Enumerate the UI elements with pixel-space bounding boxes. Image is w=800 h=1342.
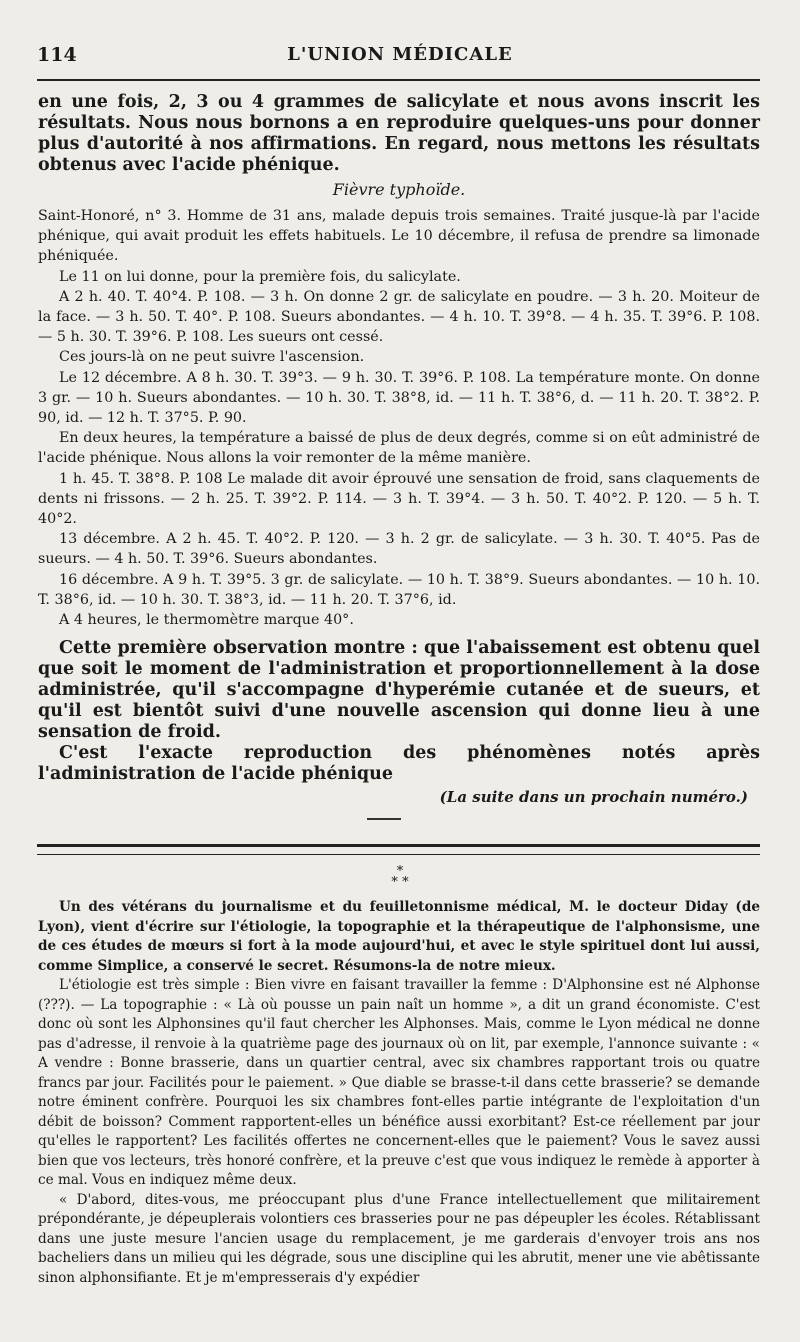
observation-paragraph: 16 décembre. A 9 h. T. 39°5. 3 gr. de salicylate. — 10 h. T. 38°9. Sueurs abondantes. — 10 h. 10. T. 38°6, id. — 10 h. 30. T. 38°3, id. — 11 h. 20. T. 37°6, id. (38, 571, 760, 608)
observation-paragraph: Le 11 on lui donne, pour la première fois, du salicylate. (59, 268, 461, 285)
feuilleton-column (38, 898, 760, 1288)
page-number: 114 (37, 44, 77, 66)
observation-paragraph: 13 décembre. A 2 h. 45. T. 40°2. P. 120. — 3 h. 2 gr. de salicylate. — 3 h. 30. T. 40°5. Pas de sueurs. — 4 h. 50. T. 39°6. Sueurs abondantes. (38, 531, 760, 568)
observation-paragraph: A 2 h. 40. T. 40°4. P. 108. — 3 h. On donne 2 gr. de salicylate en poudre. — 3 h. 20. Moiteur de la face. — 3 h. 50. T. 40°. P. 108. Sueurs abondantes. — 4 h. 10. T. 39°8. — 4 h. 35. T. 39°6. P. 108. — 5 h. 30. T. 39°6. P. 108. Les sueurs ont cessé. (38, 288, 760, 346)
intro-paragraph: en une fois, 2, 3 ou 4 grammes de salicylate et nous avons inscrit les résultats. Nous nous bornons a en reproduire quelques-uns pour donner plus d'autorité à nos affirmations. En regard, nous mettons les résultats obtenus avec l'acide phénique. (38, 92, 760, 175)
observation-paragraph: En deux heures, la température a baissé de plus de deux degrés, comme si on eût administré de l'acide phénique. Nous allons la voir remonter de la même manière. (38, 430, 760, 467)
feuilleton-paragraph: L'étiologie est très simple : Bien vivre en faisant travailler la femme : D'Alphonsine est né Alphonse (???). — La topographie : « Là où pousse un pain naît un homme », a dit un grand économiste. C'est donc où sont les Alphonsines qu'il faut chercher les Alphonses. Mais, comme le Lyon médical ne donne pas d'adresse, il renvoie à la quatrième page des journaux où on lit, par exemple, l'annonce suivante : « A vendre : Bonne brasserie, dans un quartier central, avec six chambres rapportant trois ou quatre francs par jour. Facilités pour le paiement. » Que diable se brasse-t-il dans cette brasserie? se demande notre éminent confrère. Pourquoi les six chambres font-elles partie intégrante de l'exploitation d'un débit de boisson? Comment rapportent-elles un bénéfice aussi exorbitant? Est-ce réellement par jour qu'elles le rapportent? Les facilités offertes ne concernent-elles que le paiement? Vous le savez aussi bien que vos lecteurs, très honoré confrère, et la preuve c'est que vous indiquez le remède à apporter à ce mal. Vous en indiquez même deux. (38, 977, 760, 1188)
feuilleton-separator (37, 844, 760, 855)
observation-paragraph: A 4 heures, le thermomètre marque 40°. (59, 612, 354, 629)
running-header (0, 44, 800, 74)
feuilleton-paragraph: « D'abord, dites-vous, me préoccupant plus d'une France intellectuellement que militairement prépondérante, je dépeuplerais volontiers ces brasseries pour ne pas dépeupler les écoles. Rétablissant dans une juste mesure l'ancien usage du remplacement, je me garderais d'envoyer trois ans nos bacheliers dans un milieu qui les dégrade, sous une discipline qui les abrutit, mener une vie abêtissante sinon alphonsifiante. Et je m'empresserais d'y expédier (38, 1191, 760, 1286)
section-heading: Fièvre typhoïde. (332, 180, 466, 199)
article-end-rule (367, 818, 401, 820)
stars-ornament: * * * (391, 864, 409, 890)
conclusion-paragraph: Cette première observation montre : que l'abaissement est obtenu quel que soit le moment de l'administration et proportionnellement à la dose administrée, qu'il s'accompagne d'hyperémie cutanée et de sueurs, et qu'il est bientôt suivi d'une nouvelle ascension qui donne lieu à une sensation de froid. (38, 638, 760, 743)
journal-title: L'UNION MÉDICALE (287, 44, 513, 65)
observation-paragraph: Saint-Honoré, n° 3. Homme de 31 ans, malade depuis trois semaines. Traité jusque-là par l'acide phénique, qui avait produit les effets habituels. Le 10 décembre, il refusa de prendre sa limonade phéniquée. (38, 208, 760, 265)
observation-paragraph: Le 12 décembre. A 8 h. 30. T. 39°3. — 9 h. 30. T. 39°6. P. 108. La température monte. On donne 3 gr. — 10 h. Sueurs abondantes. — 10 h. 30. T. 38°8, id. — 11 h. T. 38°6, d. — 11 h. 20. T. 38°2. P. 90, id. — 12 h. T. 37°5. P. 90. (38, 369, 760, 427)
article-column (38, 92, 760, 806)
continuation-note: (La suite dans un prochain numéro.) (439, 788, 748, 807)
feuilleton-paragraph: Un des vétérans du journalisme et du feuilletonnisme médical, M. le docteur Diday (de Lyon), vient d'écrire sur l'étiologie, la topographie et la thérapeutique de l'alphonsisme, une de ces études de mœurs si fort à la mode aujourd'hui, et avec le style spirituel dont lui aussi, comme Simplice, a conservé le secret. Résumons-la de notre mieux. (38, 899, 760, 974)
conclusion-paragraph: C'est l'exacte reproduction des phénomènes notés après l'administration de l'acide phénique (38, 743, 760, 785)
observation-block (38, 206, 760, 630)
observation-paragraph: 1 h. 45. T. 38°8. P. 108 Le malade dit avoir éprouvé une sensation de froid, sans claquements de dents ni frissons. — 2 h. 25. T. 39°2. P. 114. — 3 h. T. 39°4. — 3 h. 50. T. 40°2. P. 120. — 5 h. T. 40°2. (38, 470, 760, 528)
observation-paragraph: Ces jours-là on ne peut suivre l'ascension. (59, 349, 365, 366)
header-rule (37, 79, 760, 81)
